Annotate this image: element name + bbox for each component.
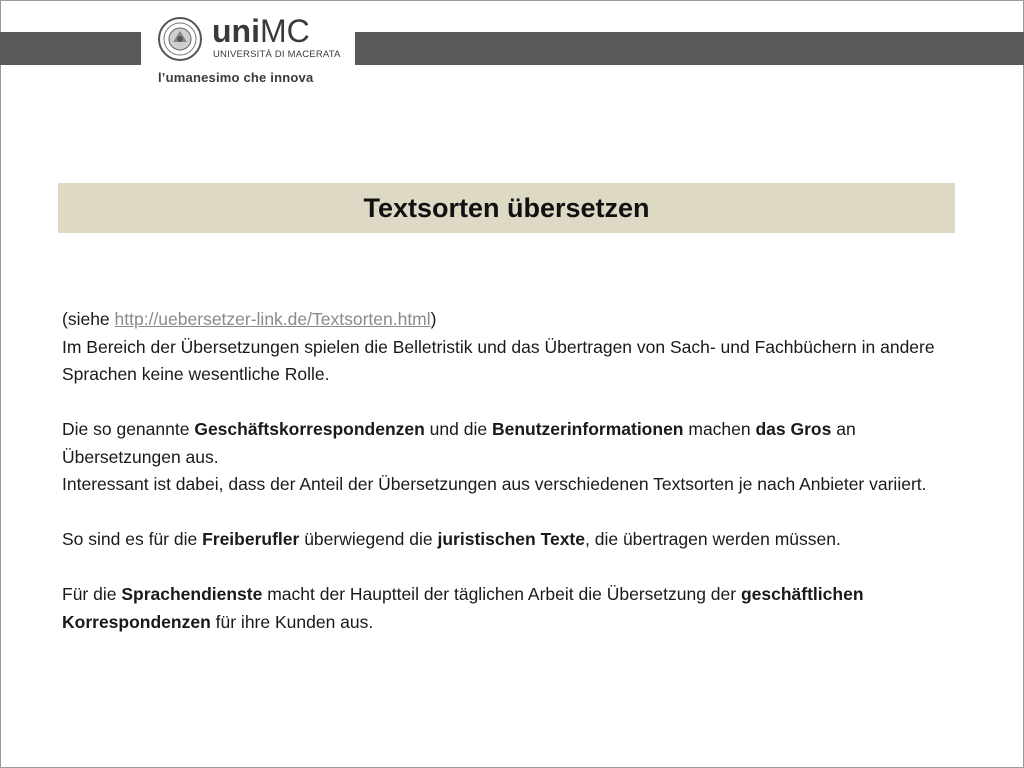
logo-university-name: UNIVERSITÀ DI MACERATA [213,49,341,60]
header-bar-left [0,32,141,65]
logo-tagline: l’umanesimo che innova [158,70,314,85]
paragraph-sprachendienste [62,581,962,636]
paragraph-anteil: Interessant ist dabei, dass der Anteil der Übersetzungen aus verschiedenen Textsorten je nach Anbieter variiert. [62,474,927,494]
bold-term: juristischen Texte [437,529,585,549]
header-bar-right [355,32,1024,65]
logo-wordmark [212,14,310,48]
title-band [58,183,955,233]
text-run: Die so genannte [62,419,195,439]
text-run: und die [424,419,492,439]
bold-term: Benutzerinformationen [491,419,684,439]
bold-term: Sprachendienste [121,584,263,604]
text-run: So sind es für die [62,529,203,549]
text-run: macht der Hauptteil der täglichen Arbeit die Übersetzung der [262,584,741,604]
text-run: , die übertragen werden müssen. [585,529,841,549]
source-line [62,306,962,334]
paragraph-gap [62,554,962,582]
source-link[interactable]: http://uebersetzer-link.de/Textsorten.html [114,309,431,329]
logo-wordmark-bold: uni [212,13,260,49]
university-seal-icon [158,17,202,61]
text-run: überwiegend die [299,529,438,549]
slide-title: Textsorten übersetzen [363,192,650,223]
paragraph-gros [62,416,962,471]
unimc-logo [158,14,343,90]
paragraph-gap [62,389,962,417]
bold-term: Geschäftskorrespondenzen [194,419,425,439]
paragraph-freiberufler [62,526,962,554]
logo-wordmark-light: MC [259,13,310,49]
bold-term: geschäftlichen Korrespondenzen [62,584,864,632]
slide-body [62,306,962,636]
text-run: an Übersetzungen aus. [62,419,856,467]
paragraph-belletristik: Im Bereich der Übersetzungen spielen die Belletristik und das Übertragen von Sach- und Fachbüchern in andere Sprachen keine wesentliche Rolle. [62,336,935,384]
bold-term: Freiberufler [202,529,300,549]
text-run: machen [683,419,756,439]
text-run: Für die [62,584,122,604]
paragraph-gap [62,499,962,527]
source-suffix: ) [430,309,437,329]
bold-term: das Gros [755,419,832,439]
source-prefix: (siehe [62,309,115,329]
text-run: für ihre Kunden aus. [210,611,374,632]
